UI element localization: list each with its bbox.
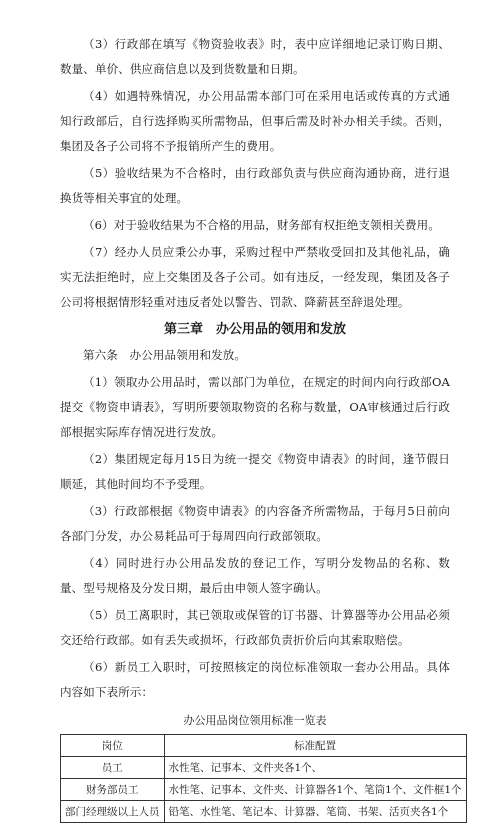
chapter-title: 第三章 办公用品的领用和发放 bbox=[163, 322, 346, 337]
cell-config: 水性笔、记事本、文件夹、计算器各1个、笔筒1个、文件框1个 bbox=[164, 779, 466, 801]
paragraph-verification-record: （3）行政部在填写《物资验收表》时，表中应详细地记录订购日期、数量、单价、供应商信息以及到货数量和日期。 bbox=[60, 37, 450, 76]
paragraph-submission-date: （2）集团规定每月15日为统一提交《物资申请表》的时间，逢节假日顺延，其他时间均不予受理。 bbox=[60, 452, 450, 491]
header-position: 岗位 bbox=[61, 735, 165, 757]
cell-config: 水性笔、记事本、文件夹各1个、 bbox=[164, 757, 466, 779]
cell-position: 部门经理级以上人员 bbox=[61, 801, 165, 823]
paragraph-special-purchase: （4）如遇特殊情况，办公用品需本部门可在采用电话或传真的方式通知行政部后，自行选择购买所需物品，但事后需及时补办相关手续。否则，集团及各子公司将不予报销所产生的费用。 bbox=[60, 89, 450, 153]
document-body bbox=[60, 32, 462, 823]
paragraph-new-employee: （6）新员工入职时，可按照核定的岗位标准领取一套办公用品。具体内容如下表所示： bbox=[60, 660, 450, 699]
paragraph-requisition-process: （1）领取办公用品时，需以部门为单位，在规定的时间内向行政部OA提交《物资申请表》，写明所要领取物资的名称与数量，OA审核通过后行政部根据实际库存情况进行发放。 bbox=[60, 375, 450, 439]
office-supplies-standard-table bbox=[60, 734, 467, 823]
paragraph-integrity-rule: （7）经办人员应秉公办事，采购过程中严禁收受回扣及其他礼品，确实无法拒绝时，应上交集团及各子公司。如有违反，一经发现，集团及各子公司将根据情形轻重对违反者处以警告、罚款、降薪甚至辞退处理。 bbox=[60, 245, 450, 309]
cell-config: 铅笔、水性笔、笔记本、计算器、笔筒、书架、活页夹各1个 bbox=[164, 801, 466, 823]
table-row bbox=[61, 801, 467, 823]
table-caption: 办公用品岗位领用标准一览表 bbox=[183, 714, 327, 727]
cell-position: 财务部员工 bbox=[61, 779, 165, 801]
paragraph-resignation-return: （5）员工离职时，其已领取或保管的订书器、计算器等办公用品必须交还给行政部。如有丢失或损坏，行政部负责折价后向其索取赔偿。 bbox=[60, 608, 450, 647]
table-row bbox=[61, 757, 467, 779]
table-header-row bbox=[61, 735, 467, 757]
paragraph-finance-refusal: （6）对于验收结果为不合格的用品，财务部有权拒绝支领相关费用。 bbox=[83, 218, 440, 232]
header-config: 标准配置 bbox=[164, 735, 466, 757]
paragraph-distribution-schedule: （3）行政部根据《物资申请表》的内容备齐所需物品，于每月5日前向各部门分发，办公易耗品可于每周四向行政部领取。 bbox=[60, 504, 450, 543]
article-six-heading: 第六条 办公用品领用和发放。 bbox=[83, 348, 247, 362]
paragraph-unqualified-return: （5）验收结果为不合格时，由行政部负责与供应商沟通协商，进行退换货等相关事宜的处理。 bbox=[60, 166, 450, 205]
cell-position: 员工 bbox=[61, 757, 165, 779]
paragraph-registration: （4）同时进行办公用品发放的登记工作，写明分发物品的名称、数量、型号规格及分发日期，最后由申领人签字确认。 bbox=[60, 556, 450, 595]
table-row bbox=[61, 779, 467, 801]
